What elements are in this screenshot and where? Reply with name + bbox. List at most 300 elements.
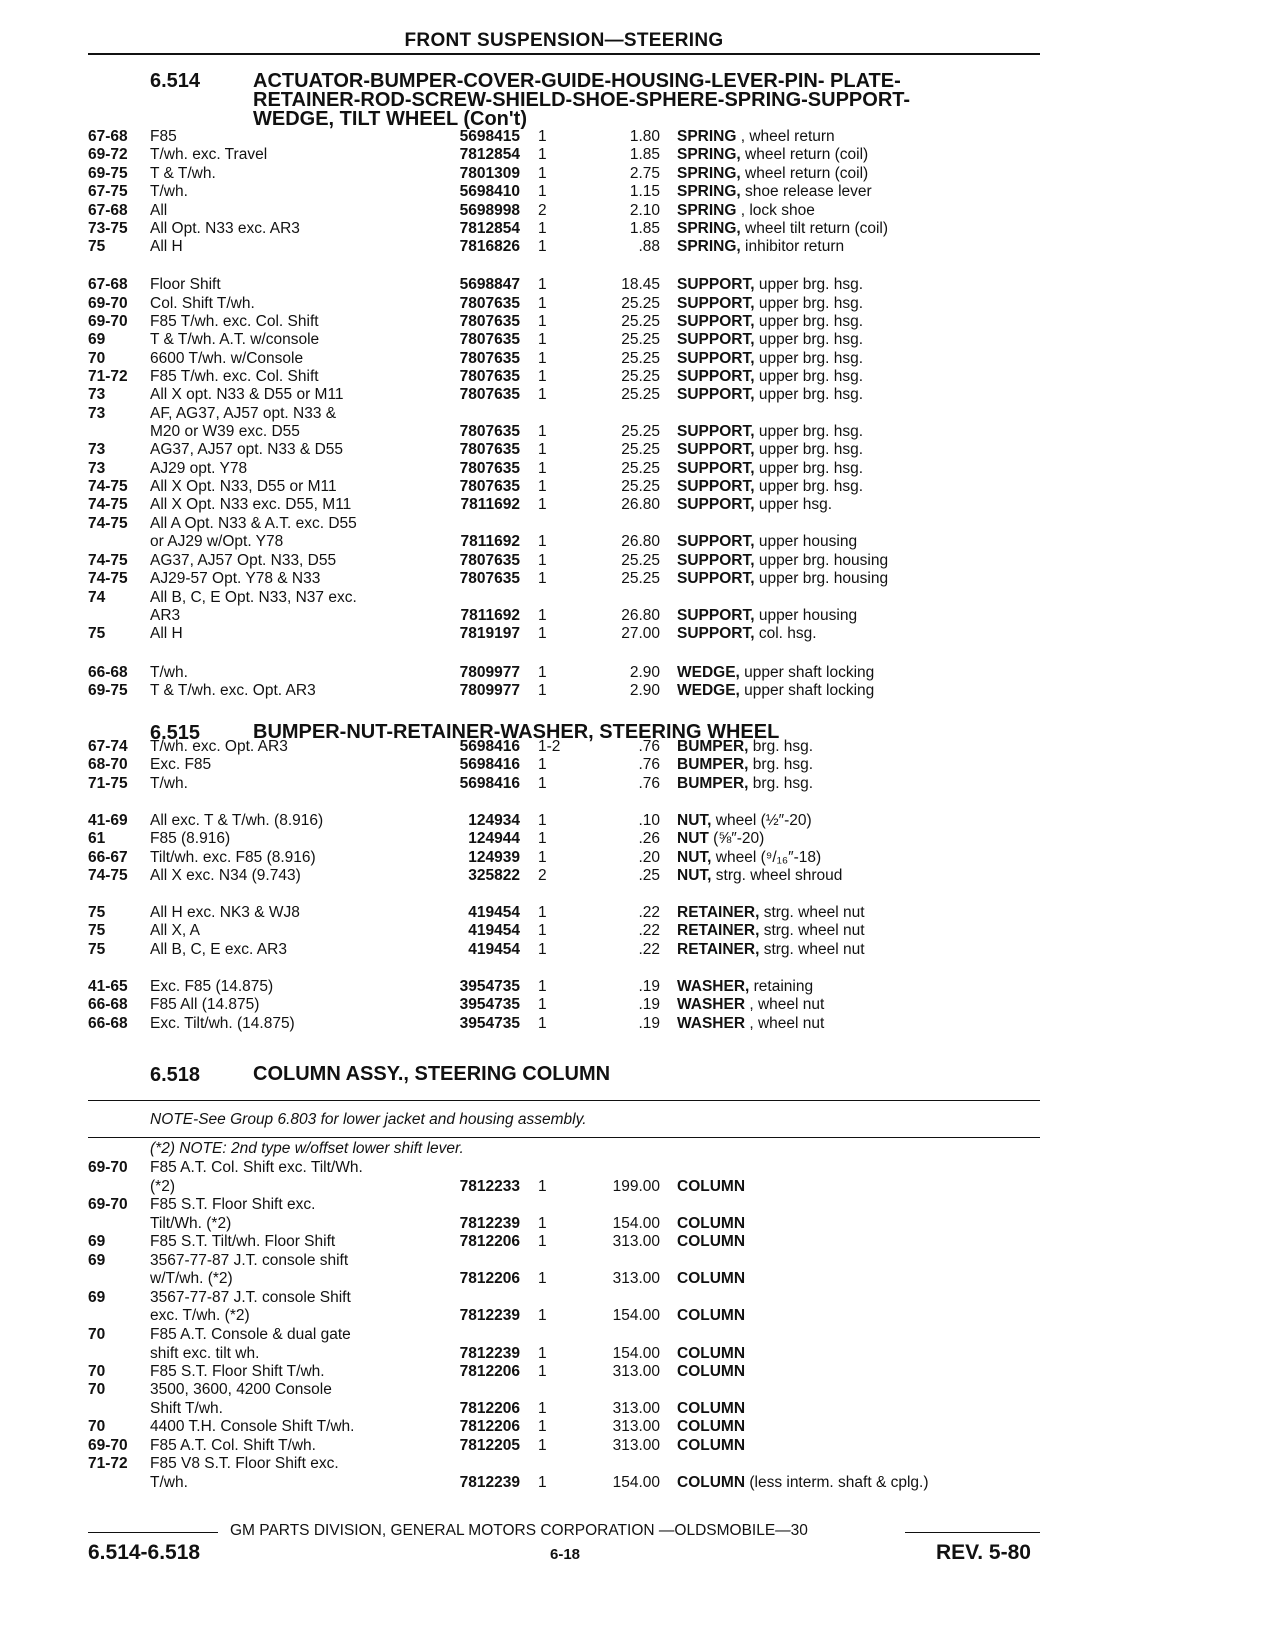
part-name-bold: COLUMN [677,1215,746,1232]
model-year: 70 [88,1381,106,1398]
model-year: 74-75 [88,478,128,495]
application-description: T & T/wh. A.T. w/console [150,331,320,348]
part-name-bold: NUT [677,830,709,847]
quantity: 1 [538,1215,547,1232]
table-row [0,1159,1280,1178]
table-row [0,295,1280,314]
part-name-detail: upper brg. hsg. [754,478,864,495]
part-name-detail: wheel tilt return (coil) [740,220,889,237]
part-number: 7812854 [459,146,520,163]
part-name-detail: upper brg. housing [754,552,889,569]
price: .20 [638,849,660,866]
quantity: 1 [538,1015,547,1032]
part-name-bold: COLUMN [677,1178,746,1195]
model-year: 75 [88,922,106,939]
part-name-bold: SPRING, [677,165,741,182]
model-year: 71-75 [88,775,128,792]
price: 25.25 [621,368,660,385]
part-name-detail: wheel return (coil) [740,165,869,182]
application-description: All [150,202,168,219]
table-row [0,904,1280,923]
part-name-bold: SUPPORT, [677,313,755,330]
table-row [0,1178,1280,1197]
footer-page-number: 6-18 [550,1546,581,1563]
price: 313.00 [612,1363,660,1380]
table-row [0,423,1280,442]
table-row [0,1215,1280,1234]
part-number: 7809977 [459,682,520,699]
part-name-detail: upper brg. hsg. [754,331,864,348]
part-number: 7812239 [459,1474,520,1491]
part-name [677,552,1039,570]
part-number: 7807635 [459,350,520,367]
part-number: 7812239 [459,1307,520,1324]
section-title-line: RETAINER-ROD-SCREW-SHIELD-SHOE-SPHERE-SPRING-SUPPORT- [253,89,911,111]
part-number: 7812206 [459,1363,520,1380]
application-description: All B, C, E exc. AR3 [150,941,287,958]
quantity: 1 [538,238,547,255]
part-name-bold: SUPPORT, [677,423,755,440]
part-name [677,202,1039,220]
part-name-bold: SUPPORT, [677,478,755,495]
part-name [677,220,1039,238]
application-description: T & T/wh. [150,165,216,182]
part-number: 7812239 [459,1215,520,1232]
part-name [677,533,1039,551]
model-year: 69-72 [88,146,128,163]
table-row [0,1196,1280,1215]
part-number: 7812205 [459,1437,520,1454]
part-name [677,1015,1039,1033]
application-description: 4400 T.H. Console Shift T/wh. [150,1418,355,1435]
part-name-bold: WASHER, [677,978,750,995]
section-title-line: COLUMN ASSY., STEERING COLUMN [253,1063,611,1085]
quantity: 1 [538,849,547,866]
price: 313.00 [612,1418,660,1435]
application-description: (*2) NOTE: 2nd type w/offset lower shift lever. [150,1140,464,1157]
quantity: 1 [538,350,547,367]
model-year: 73 [88,405,106,422]
price: .19 [638,1015,660,1032]
part-name-bold: COLUMN [677,1345,746,1362]
part-name-bold: NUT, [677,867,712,884]
model-year: 69-75 [88,682,128,699]
price: .22 [638,904,660,921]
part-name [677,1418,1039,1436]
part-number: 7812206 [459,1270,520,1287]
quantity: 1 [538,1474,547,1491]
model-year: 73 [88,441,106,458]
application-description: T/wh. exc. Opt. AR3 [150,738,288,755]
model-year: 69 [88,1252,106,1269]
table-row [0,589,1280,608]
part-number: 7801309 [459,165,520,182]
part-name [677,738,1039,756]
model-year: 66-68 [88,996,128,1013]
part-name-bold: SPRING, [677,146,741,163]
model-year: 75 [88,904,106,921]
application-description: All X, A [150,922,200,939]
table-row [0,996,1280,1015]
quantity: 1 [538,1363,547,1380]
application-description: AF, AG37, AJ57 opt. N33 & [150,405,337,422]
section-number: 6.515 [150,722,201,744]
quantity: 1 [538,441,547,458]
price: .22 [638,922,660,939]
table-row [0,128,1280,147]
table-row [0,478,1280,497]
part-number: 7811692 [460,533,520,550]
price: 25.25 [621,313,660,330]
price: .76 [638,738,660,755]
quantity: 1 [538,423,547,440]
model-year: 70 [88,1418,106,1435]
price: 25.25 [621,478,660,495]
table-row [0,313,1280,332]
application-description: F85 S.T. Floor Shift exc. [150,1196,316,1213]
application-description: T/wh. [150,664,188,681]
application-description: F85 S.T. Tilt/wh. Floor Shift [150,1233,336,1250]
part-name-detail: , wheel nut [745,1015,825,1032]
part-name-bold: SUPPORT, [677,460,755,477]
part-number: 7811692 [460,496,520,513]
price: 2.90 [629,664,660,681]
part-number: 7807635 [459,423,520,440]
quantity: 1 [538,460,547,477]
part-name-detail: , lock shoe [736,202,815,219]
price: 1.85 [629,220,660,237]
part-number: 7812233 [459,1178,520,1195]
part-number: 5698416 [459,775,520,792]
part-name-bold: SUPPORT, [677,441,755,458]
part-number: 7816826 [459,238,520,255]
quantity: 1 [538,664,547,681]
application-description: or AJ29 w/Opt. Y78 [150,533,284,550]
part-number: 7812206 [459,1233,520,1250]
model-year: 41-65 [88,978,128,995]
part-number: 124934 [468,812,520,829]
model-year: 68-70 [88,756,128,773]
part-name-bold: BUMPER, [677,775,749,792]
table-row [0,1363,1280,1382]
part-name [677,1270,1039,1288]
application-description: AR3 [150,607,181,624]
application-description: Exc. Tilt/wh. (14.875) [150,1015,295,1032]
application-description: F85 V8 S.T. Floor Shift exc. [150,1455,339,1472]
price: 2.75 [629,165,660,182]
price: 25.25 [621,423,660,440]
part-number: 7807635 [459,460,520,477]
table-row [0,1015,1280,1034]
table-row [0,1474,1280,1493]
table-row [0,625,1280,644]
part-name [677,350,1039,368]
model-year: 74-75 [88,552,128,569]
quantity: 1 [538,1400,547,1417]
part-number: 7811692 [460,607,520,624]
part-name-detail: strg. wheel nut [759,904,865,921]
quantity: 1 [538,313,547,330]
part-number: 7812206 [459,1400,520,1417]
part-name [677,295,1039,313]
part-name-bold: RETAINER, [677,904,760,921]
part-number: 419454 [468,941,520,958]
quantity: 1 [538,1437,547,1454]
part-name-bold: NUT, [677,849,712,866]
quantity: 1 [538,276,547,293]
model-year: 66-68 [88,664,128,681]
model-year: 74 [88,589,106,606]
table-row [0,664,1280,683]
quantity: 1 [538,775,547,792]
table-row [0,607,1280,626]
part-number: 7812206 [459,1418,520,1435]
application-description: All H [150,238,183,255]
part-number: 7807635 [459,478,520,495]
model-year: 74-75 [88,496,128,513]
application-description: AJ29-57 Opt. Y78 & N33 [150,570,321,587]
part-number: 7807635 [459,331,520,348]
table-row [0,1455,1280,1474]
model-year: 74-75 [88,515,128,532]
part-number: 325822 [468,867,520,884]
model-year: 67-68 [88,276,128,293]
note-rule-bottom [88,1137,1040,1138]
section-title-line: BUMPER-NUT-RETAINER-WASHER, STEERING WHEEL [253,721,780,743]
model-year: 70 [88,350,106,367]
model-year: 67-68 [88,128,128,145]
table-row [0,1233,1280,1252]
table-row [0,1400,1280,1419]
application-description: AJ29 opt. Y78 [150,460,248,477]
model-year: 66-68 [88,1015,128,1032]
part-name-bold: SUPPORT, [677,368,755,385]
application-description: F85 S.T. Floor Shift T/wh. [150,1363,325,1380]
application-description: F85 T/wh. exc. Col. Shift [150,368,319,385]
quantity: 1 [538,607,547,624]
quantity: 1 [538,625,547,642]
quantity: 1 [538,533,547,550]
part-name [677,1363,1039,1381]
model-year: 41-69 [88,812,128,829]
application-description: All B, C, E Opt. N33, N37 exc. [150,589,357,606]
application-description: F85 A.T. Console & dual gate [150,1326,351,1343]
table-row [0,738,1280,757]
part-name-bold: COLUMN [677,1418,746,1435]
section-title [253,1065,610,1084]
part-number: 7807635 [459,441,520,458]
group-note: NOTE-See Group 6.803 for lower jacket and housing assembly. [150,1111,587,1128]
quantity: 1 [538,1270,547,1287]
model-year: 70 [88,1326,106,1343]
part-name [677,941,1039,959]
price: 26.80 [621,607,660,624]
part-name-detail: strg. wheel nut [759,922,865,939]
part-name-detail: upper hsg. [754,496,833,513]
model-year: 67-68 [88,202,128,219]
part-name [677,165,1039,183]
part-name-bold: COLUMN [677,1437,746,1454]
part-number: 419454 [468,904,520,921]
model-year: 73-75 [88,220,128,237]
part-name [677,904,1039,922]
quantity: 1 [538,922,547,939]
part-name-detail: , wheel nut [745,996,825,1013]
quantity: 1 [538,386,547,403]
table-row [0,202,1280,221]
model-year: 74-75 [88,867,128,884]
part-name [677,1400,1039,1418]
part-number: 419454 [468,922,520,939]
part-name-detail: wheel (⁹/₁₆″-18) [711,849,822,866]
application-description: Col. Shift T/wh. [150,295,255,312]
part-name [677,1474,1039,1492]
table-row [0,276,1280,295]
quantity: 1 [538,1345,547,1362]
part-number: 5698416 [459,756,520,773]
part-name-detail: upper brg. hsg. [754,295,864,312]
model-year: 71-72 [88,368,128,385]
quantity: 1 [538,295,547,312]
application-description: F85 A.T. Col. Shift T/wh. [150,1437,316,1454]
model-year: 73 [88,386,106,403]
quantity: 1 [538,978,547,995]
model-year: 75 [88,238,106,255]
part-name-detail: strg. wheel shroud [711,867,843,884]
application-description: shift exc. tilt wh. [150,1345,260,1362]
part-name [677,625,1039,643]
part-name-detail: upper brg. hsg. [754,350,864,367]
part-name-bold: SUPPORT, [677,607,755,624]
table-row [0,368,1280,387]
price: 154.00 [612,1474,660,1491]
part-name [677,849,1039,867]
model-year: 70 [88,1363,106,1380]
part-name-detail: upper brg. housing [754,570,889,587]
part-name-bold: SUPPORT, [677,625,755,642]
price: 1.85 [629,146,660,163]
part-name-detail: upper brg. hsg. [754,276,864,293]
part-name-bold: SPRING, [677,238,741,255]
price: 25.25 [621,295,660,312]
part-name-detail: wheel (½″-20) [711,812,812,829]
application-description: Shift T/wh. [150,1400,223,1417]
quantity: 1 [538,830,547,847]
table-row [0,570,1280,589]
footer-rule-right [905,1532,1040,1533]
part-name-detail: upper brg. hsg. [754,423,864,440]
model-year: 69 [88,331,106,348]
part-name [677,146,1039,164]
table-row [0,1307,1280,1326]
footer-rule-left [88,1532,218,1533]
price: 313.00 [612,1233,660,1250]
price: 25.25 [621,460,660,477]
model-year: 69-70 [88,1196,128,1213]
part-number: 3954735 [459,978,520,995]
table-row [0,533,1280,552]
application-description: All A Opt. N33 & A.T. exc. D55 [150,515,357,532]
section-title [253,72,910,129]
quantity: 1 [538,496,547,513]
part-name [677,441,1039,459]
application-description: F85 [150,128,177,145]
model-year: 73 [88,460,106,477]
model-year: 75 [88,941,106,958]
price: 2.90 [629,682,660,699]
part-name-detail: upper housing [754,533,858,550]
part-name-bold: SPRING, [677,183,741,200]
part-name-bold: WEDGE, [677,682,740,699]
part-number: 7807635 [459,295,520,312]
footer-section-range: 6.514-6.518 [88,1541,201,1564]
price: .19 [638,996,660,1013]
quantity: 1 [538,220,547,237]
application-description: All Opt. N33 exc. AR3 [150,220,300,237]
part-name-bold: SUPPORT, [677,350,755,367]
price: 313.00 [612,1400,660,1417]
part-name [677,1437,1039,1455]
quantity: 1 [538,1418,547,1435]
quantity: 1 [538,941,547,958]
table-row [0,849,1280,868]
price: 1.15 [629,183,660,200]
part-name [677,607,1039,625]
table-row [0,830,1280,849]
part-number: 5698415 [459,128,520,145]
quantity: 1 [538,1178,547,1195]
price: 2.10 [629,202,660,219]
part-name [677,570,1039,588]
part-name [677,238,1039,256]
part-name-bold: SUPPORT, [677,496,755,513]
part-name-bold: COLUMN [677,1363,746,1380]
part-name [677,996,1039,1014]
application-description: T/wh. [150,183,188,200]
table-row [0,146,1280,165]
part-name [677,922,1039,940]
price: 26.80 [621,533,660,550]
part-name-bold: SPRING, [677,220,741,237]
part-number: 7809977 [459,664,520,681]
price: 27.00 [621,625,660,642]
part-number: 124944 [468,830,520,847]
part-name-bold: SUPPORT, [677,276,755,293]
model-year: 66-67 [88,849,128,866]
part-name [677,830,1039,848]
part-number: 7807635 [459,368,520,385]
application-description: AG37, AJ57 Opt. N33, D55 [150,552,337,569]
price: 154.00 [612,1307,660,1324]
application-description: exc. T/wh. (*2) [150,1307,250,1324]
table-row [0,941,1280,960]
application-description: F85 T/wh. exc. Col. Shift [150,313,319,330]
part-name [677,1345,1039,1363]
quantity: 1 [538,996,547,1013]
table-row [0,1289,1280,1308]
table-row [0,756,1280,775]
table-row [0,1381,1280,1400]
table-row [0,682,1280,701]
application-description: M20 or W39 exc. D55 [150,423,300,440]
part-number: 3954735 [459,996,520,1013]
table-row [0,515,1280,534]
price: 199.00 [612,1178,660,1195]
price: 1.80 [629,128,660,145]
part-name-detail: (less interm. shaft & cplg.) [745,1474,929,1491]
quantity: 1 [538,331,547,348]
table-row [0,1345,1280,1364]
